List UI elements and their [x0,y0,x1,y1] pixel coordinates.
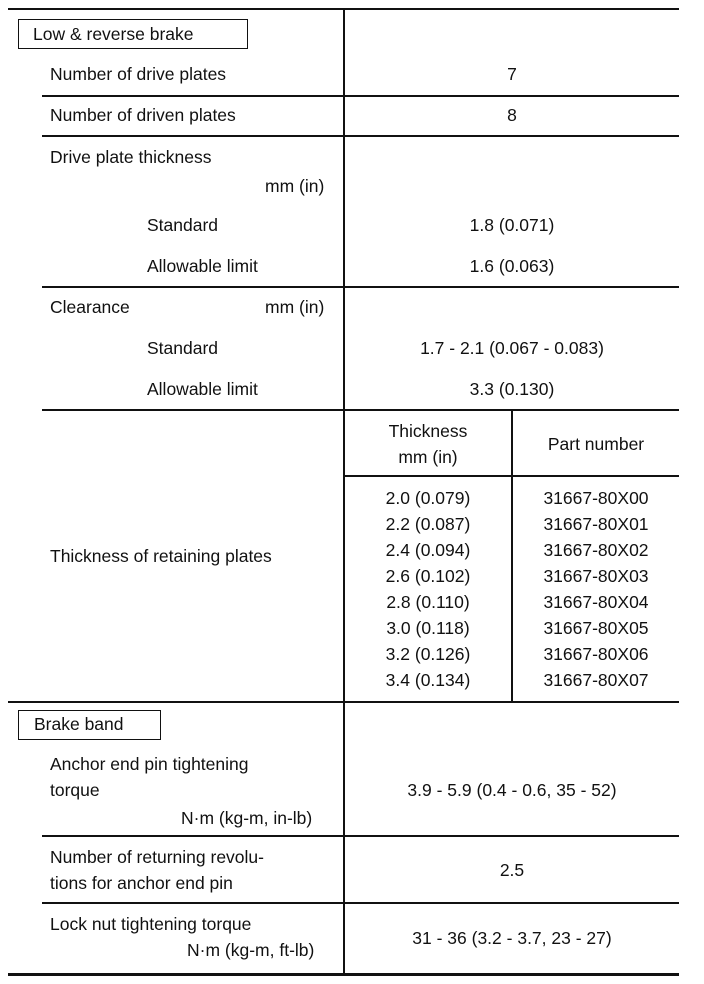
row-divider [42,135,679,137]
returning-revolutions-label: tions for anchor end pin [50,873,233,893]
retaining-plate-part: 31667-80X05 [543,618,649,638]
retaining-plate-thickness: 2.8 (0.110) [386,592,470,612]
section-divider [8,701,679,703]
anchor-torque-label: torque [50,780,100,800]
retaining-plate-part: 31667-80X07 [543,670,649,690]
subtable-header-thickness: Thickness [388,421,468,441]
clearance-standard-label: Standard [147,338,219,358]
anchor-torque-label: Anchor end pin tightening [50,754,249,774]
retaining-plate-part: 31667-80X06 [543,644,649,664]
drive-plate-limit-value: 1.6 (0.063) [469,256,555,276]
retaining-plate-part: 31667-80X02 [543,540,649,560]
retaining-plate-thickness: 2.0 (0.079) [385,488,471,508]
section-heading: Brake band [34,714,124,734]
retaining-plate-thickness: 2.6 (0.102) [385,566,471,586]
returning-revolutions-value: 2.5 [499,860,525,880]
section-heading: Low & reverse brake [33,24,194,44]
row-divider [42,409,679,411]
subtable-header-thickness-unit: mm (in) [398,447,458,467]
retaining-plates-label: Thickness of retaining plates [50,546,272,566]
lock-nut-torque-label: Lock nut tightening torque [50,914,252,934]
drive-plates-value: 7 [507,64,517,84]
retaining-plate-thickness: 3.0 (0.118) [386,618,470,638]
anchor-torque-value: 3.9 - 5.9 (0.4 - 0.6, 35 - 52) [407,780,617,800]
row-divider [42,835,679,837]
subtable-header-part-number: Part number [547,434,645,454]
row-divider [42,286,679,288]
retaining-plate-thickness: 2.4 (0.094) [385,540,471,560]
clearance-limit-label: Allowable limit [147,379,258,399]
clearance-limit-value: 3.3 (0.130) [469,379,555,399]
drive-plate-thickness-label: Drive plate thickness [50,147,212,167]
row-divider [42,95,679,97]
drive-plate-thickness-unit: mm (in) [265,176,325,196]
drive-plates-label: Number of drive plates [50,64,227,84]
anchor-torque-unit: N·m (kg-m, in-lb) [181,808,313,828]
drive-plate-standard-value: 1.8 (0.071) [469,215,555,235]
lock-nut-torque-unit: N·m (kg-m, ft-lb) [187,940,315,960]
drive-plate-limit-label: Allowable limit [147,256,258,276]
returning-revolutions-label: Number of returning revolu- [50,847,264,867]
retaining-plate-thickness: 3.2 (0.126) [385,644,471,664]
retaining-plate-part: 31667-80X01 [543,514,649,534]
retaining-plate-thickness: 2.2 (0.087) [385,514,471,534]
clearance-label: Clearance [50,297,130,317]
drive-plate-standard-label: Standard [147,215,219,235]
retaining-plate-thickness: 3.4 (0.134) [385,670,471,690]
clearance-unit: mm (in) [265,297,325,317]
clearance-standard-value: 1.7 - 2.1 (0.067 - 0.083) [420,338,604,358]
retaining-plate-part: 31667-80X03 [543,566,649,586]
retaining-plate-part: 31667-80X00 [543,488,649,508]
driven-plates-label: Number of driven plates [50,105,236,125]
retaining-plate-part: 31667-80X04 [543,592,649,612]
lock-nut-torque-value: 31 - 36 (3.2 - 3.7, 23 - 27) [412,928,612,948]
driven-plates-value: 8 [507,105,517,125]
row-divider [42,902,679,904]
